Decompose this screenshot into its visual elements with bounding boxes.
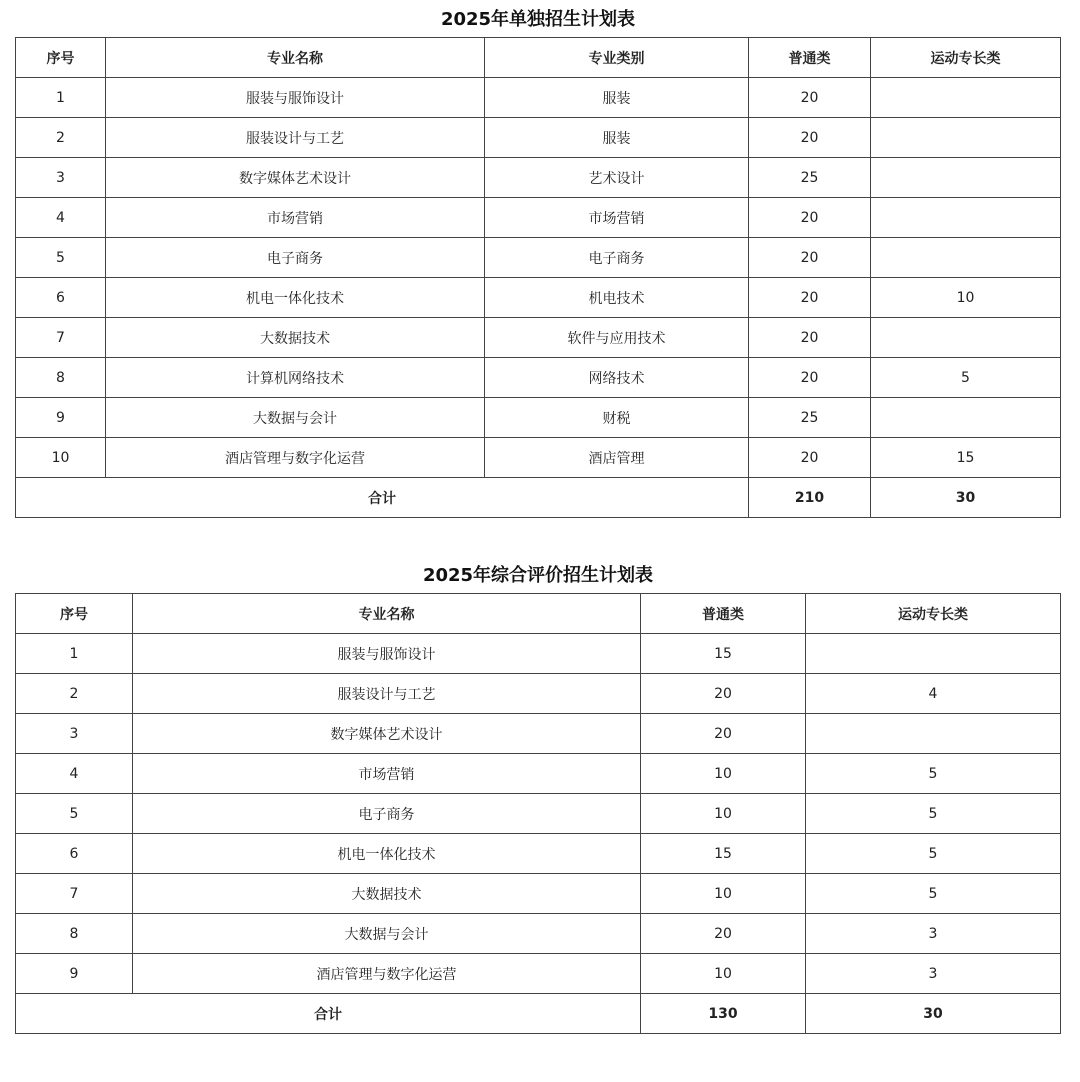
table1-cell-index: 5 [16, 238, 106, 278]
table2-header-major: 专业名称 [133, 594, 641, 634]
table2-cell-sports: 4 [806, 674, 1061, 714]
table1-cell-sports [871, 398, 1061, 438]
table1-cell-category: 软件与应用技术 [485, 318, 749, 358]
table1-cell-major: 大数据技术 [106, 318, 485, 358]
table1-total-sports: 30 [871, 478, 1061, 518]
table1-cell-sports [871, 118, 1061, 158]
table2-total-row [16, 994, 1061, 1034]
table1-header-category: 专业类别 [485, 38, 749, 78]
table1-cell-index: 7 [16, 318, 106, 358]
table2-cell-sports: 5 [806, 754, 1061, 794]
table1-cell-major: 服装与服饰设计 [106, 78, 485, 118]
table2-cell-general: 10 [641, 954, 806, 994]
table2-cell-major: 大数据与会计 [133, 914, 641, 954]
table1-cell-major: 服装设计与工艺 [106, 118, 485, 158]
table2-cell-sports: 3 [806, 914, 1061, 954]
table1-cell-general: 20 [749, 118, 871, 158]
table2-row [16, 834, 1061, 874]
table1-row [16, 78, 1061, 118]
table2-cell-general: 15 [641, 634, 806, 674]
table1-cell-general: 20 [749, 438, 871, 478]
table2-cell-major: 服装与服饰设计 [133, 634, 641, 674]
table2-cell-index: 6 [16, 834, 133, 874]
table1-cell-general: 25 [749, 158, 871, 198]
table2-row [16, 634, 1061, 674]
table1-cell-category: 服装 [485, 78, 749, 118]
table1-cell-category: 酒店管理 [485, 438, 749, 478]
table1-cell-sports [871, 78, 1061, 118]
table1-cell-index: 6 [16, 278, 106, 318]
table1-cell-index: 1 [16, 78, 106, 118]
table1-cell-index: 9 [16, 398, 106, 438]
table1-row [16, 358, 1061, 398]
table2-cell-index: 2 [16, 674, 133, 714]
table2-cell-sports: 3 [806, 954, 1061, 994]
table1-total-label: 合计 [16, 478, 749, 518]
table1-cell-general: 20 [749, 278, 871, 318]
table1-cell-general: 25 [749, 398, 871, 438]
table2-cell-general: 20 [641, 674, 806, 714]
table1-header-row [16, 38, 1061, 78]
table1-row [16, 318, 1061, 358]
table1-cell-category: 电子商务 [485, 238, 749, 278]
table1-cell-category: 市场营销 [485, 198, 749, 238]
table2-cell-general: 10 [641, 874, 806, 914]
table1-cell-index: 8 [16, 358, 106, 398]
table1-cell-general: 20 [749, 78, 871, 118]
table2-cell-major: 市场营销 [133, 754, 641, 794]
table1-header-sports: 运动专长类 [871, 38, 1061, 78]
table2-row [16, 874, 1061, 914]
table1-title: 2025年单独招生计划表 [440, 9, 636, 30]
table1-cell-category: 财税 [485, 398, 749, 438]
table2-cell-major: 服装设计与工艺 [133, 674, 641, 714]
table1-cell-category: 网络技术 [485, 358, 749, 398]
table2-cell-major: 大数据技术 [133, 874, 641, 914]
table1-header-index: 序号 [16, 38, 106, 78]
table2-cell-sports [806, 714, 1061, 754]
table2 [15, 593, 1061, 1034]
table2-header-row [16, 594, 1061, 634]
table2-cell-index: 8 [16, 914, 133, 954]
table1-cell-major: 市场营销 [106, 198, 485, 238]
table2-cell-major: 电子商务 [133, 794, 641, 834]
table2-cell-index: 7 [16, 874, 133, 914]
table2-cell-index: 3 [16, 714, 133, 754]
table1-row [16, 438, 1061, 478]
table2-row [16, 794, 1061, 834]
table2-cell-sports: 5 [806, 834, 1061, 874]
table1-cell-general: 20 [749, 358, 871, 398]
table1-cell-category: 艺术设计 [485, 158, 749, 198]
table1-row [16, 198, 1061, 238]
table1-cell-index: 3 [16, 158, 106, 198]
table2-total-sports: 30 [806, 994, 1061, 1034]
table2-cell-general: 20 [641, 714, 806, 754]
table1-row [16, 278, 1061, 318]
table1-row [16, 158, 1061, 198]
table1-cell-general: 20 [749, 318, 871, 358]
table1-cell-general: 20 [749, 198, 871, 238]
table1-cell-general: 20 [749, 238, 871, 278]
table1-total-row [16, 478, 1061, 518]
table2-header-index: 序号 [16, 594, 133, 634]
table2-cell-major: 数字媒体艺术设计 [133, 714, 641, 754]
table2-cell-index: 5 [16, 794, 133, 834]
table1-cell-major: 计算机网络技术 [106, 358, 485, 398]
table2-cell-sports [806, 634, 1061, 674]
table1-cell-sports: 5 [871, 358, 1061, 398]
table1-cell-major: 机电一体化技术 [106, 278, 485, 318]
table2-cell-general: 15 [641, 834, 806, 874]
table1-cell-major: 大数据与会计 [106, 398, 485, 438]
table1-total-general: 210 [749, 478, 871, 518]
table2-total-general: 130 [641, 994, 806, 1034]
table1-cell-major: 酒店管理与数字化运营 [106, 438, 485, 478]
table1-cell-major: 数字媒体艺术设计 [106, 158, 485, 198]
table1-cell-index: 4 [16, 198, 106, 238]
table2-cell-index: 9 [16, 954, 133, 994]
table2-row [16, 914, 1061, 954]
table2-cell-general: 10 [641, 794, 806, 834]
table1-row [16, 118, 1061, 158]
table2-row [16, 954, 1061, 994]
table1-row [16, 398, 1061, 438]
table1-cell-major: 电子商务 [106, 238, 485, 278]
table1-row [16, 238, 1061, 278]
table2-cell-general: 20 [641, 914, 806, 954]
table1-cell-sports: 10 [871, 278, 1061, 318]
table1-cell-category: 机电技术 [485, 278, 749, 318]
table1-cell-sports [871, 198, 1061, 238]
table1-cell-sports: 15 [871, 438, 1061, 478]
table2-header-general: 普通类 [641, 594, 806, 634]
table2-cell-index: 4 [16, 754, 133, 794]
table1-header-general: 普通类 [749, 38, 871, 78]
table1-cell-index: 10 [16, 438, 106, 478]
table2-header-sports: 运动专长类 [806, 594, 1061, 634]
table2-cell-index: 1 [16, 634, 133, 674]
table2-title: 2025年综合评价招生计划表 [422, 565, 654, 586]
table2-cell-major: 酒店管理与数字化运营 [133, 954, 641, 994]
table1-header-major: 专业名称 [106, 38, 485, 78]
table1-cell-sports [871, 318, 1061, 358]
table1 [15, 37, 1061, 518]
table2-row [16, 714, 1061, 754]
table1-cell-category: 服装 [485, 118, 749, 158]
table1-cell-index: 2 [16, 118, 106, 158]
table2-total-label: 合计 [16, 994, 641, 1034]
table2-cell-general: 10 [641, 754, 806, 794]
table1-cell-sports [871, 238, 1061, 278]
table2-cell-major: 机电一体化技术 [133, 834, 641, 874]
table2-row [16, 674, 1061, 714]
table2-cell-sports: 5 [806, 794, 1061, 834]
table2-cell-sports: 5 [806, 874, 1061, 914]
table1-cell-sports [871, 158, 1061, 198]
table2-row [16, 754, 1061, 794]
